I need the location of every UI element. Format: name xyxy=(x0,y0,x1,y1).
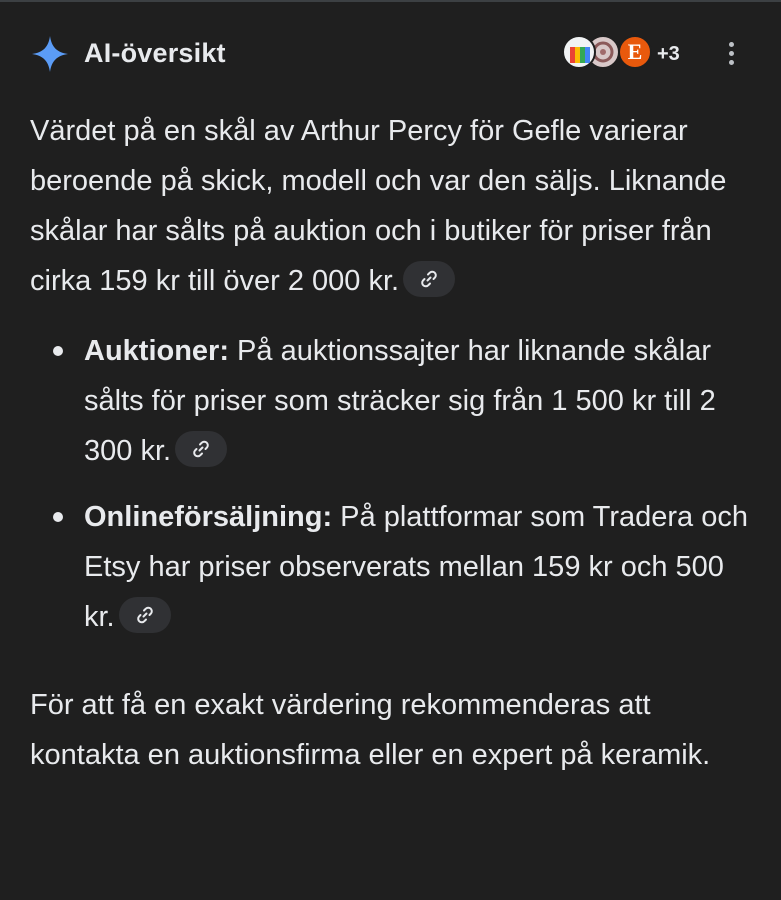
source-link-chip[interactable] xyxy=(175,431,227,467)
bullet-text: På plattformar som Tradera och Etsy har priser observerats mellan 159 kr och 500 kr. xyxy=(84,501,748,633)
bullet-label: Auktioner: xyxy=(84,335,229,367)
source-favicon-3[interactable] xyxy=(618,35,652,69)
ai-overview-header xyxy=(30,32,750,76)
source-favicon-1[interactable] xyxy=(562,35,596,69)
bullet-label: Onlineförsäljning: xyxy=(84,501,333,533)
source-link-chip[interactable] xyxy=(119,597,171,633)
ai-overview-content xyxy=(30,106,755,780)
link-icon xyxy=(419,269,439,289)
link-icon xyxy=(135,605,155,625)
summary-intro-text: Värdet på en skål av Arthur Percy för Gefle varierar beroende på skick, modell och var den säljs. Liknande skålar har sålts på auktion och i butiker för priser från cirka 159 kr till över 2 000 kr. xyxy=(30,115,727,297)
closing-paragraph: För att få en exakt värdering rekommenderas att kontakta en auktionsfirma eller en expert på keramik. xyxy=(30,689,711,771)
summary-bullet-list xyxy=(30,326,755,642)
ai-overview-title: AI-översikt xyxy=(84,38,226,68)
link-icon xyxy=(191,439,211,459)
more-options-button[interactable] xyxy=(718,38,746,70)
bullet-text: På auktionssajter har liknande skålar sålts för priser som sträcker sig från 1 500 kr till 2 300 kr. xyxy=(84,335,716,467)
more-sources-count[interactable]: +3 xyxy=(657,43,680,65)
top-divider xyxy=(0,0,781,2)
summary-paragraph xyxy=(30,106,755,306)
more-vert-icon xyxy=(729,42,734,47)
list-item xyxy=(30,492,755,642)
list-item xyxy=(30,326,755,476)
source-link-chip[interactable] xyxy=(403,261,455,297)
ai-sparkle-icon xyxy=(30,34,70,74)
source-favicons[interactable] xyxy=(562,35,692,73)
source-favicon-letter: E xyxy=(627,39,643,64)
